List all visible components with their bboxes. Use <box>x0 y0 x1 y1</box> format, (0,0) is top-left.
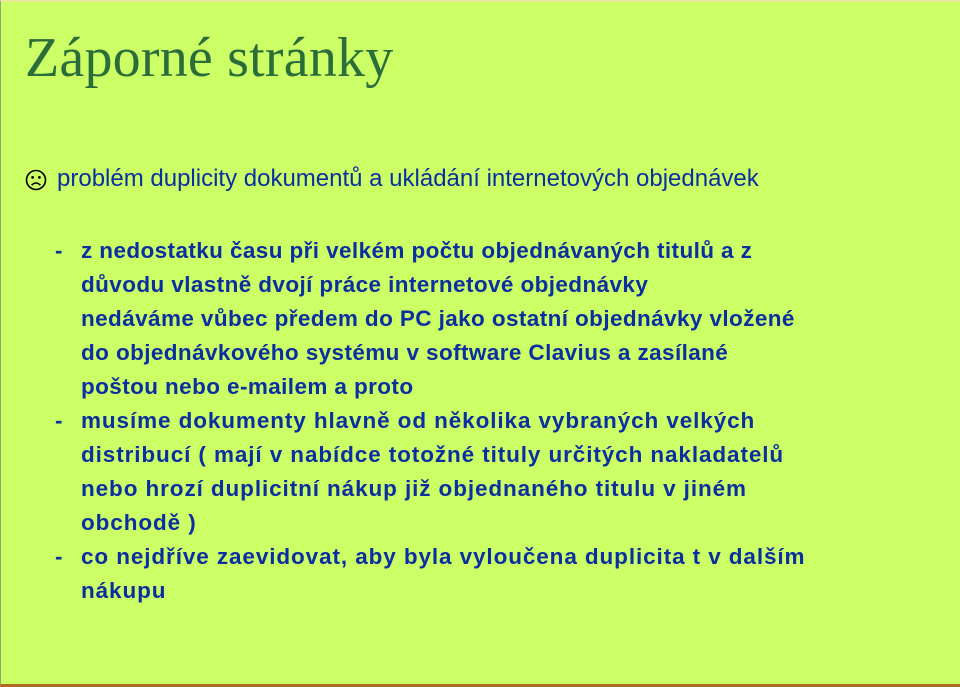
detail-line: obchodě ) <box>81 510 197 535</box>
detail-line: nebo hrozí duplicitní nákup již objednaného titulu v jiném <box>81 476 747 501</box>
detail-line: musíme dokumenty hlavně od několika vybraných velkých <box>81 408 756 433</box>
detail-item <box>55 404 935 540</box>
dash-marker: - <box>55 408 63 433</box>
detail-line: nákupu <box>81 578 167 603</box>
detail-line: nedáváme vůbec předem do PC jako ostatní objednávky vložené <box>81 306 795 331</box>
detail-list <box>55 234 935 608</box>
main-bullet <box>25 165 759 193</box>
detail-line: poštou nebo e-mailem a proto <box>81 374 414 399</box>
detail-line: distribucí ( mají v nabídce totožné tituly určitých nakladatelů <box>81 442 785 467</box>
detail-item <box>55 540 935 608</box>
dash-marker: - <box>55 238 63 263</box>
detail-line: důvodu vlastně dvojí práce internetové objednávky <box>81 272 649 297</box>
detail-line: do objednávkového systému v software Clavius a zasílané <box>81 340 729 365</box>
detail-line: z nedostatku času při velkém počtu objednávaných titulů a z <box>81 238 753 263</box>
detail-item <box>55 234 935 404</box>
dash-marker: - <box>55 544 63 569</box>
main-bullet-text: problém duplicity dokumentů a ukládání internetových objednávek <box>57 165 759 192</box>
detail-line: co nejdříve zaevidovat, aby byla vyloučena duplicita t v dalším <box>81 544 806 569</box>
slide-title: Záporné stránky <box>25 27 394 89</box>
frown-icon <box>25 169 47 191</box>
